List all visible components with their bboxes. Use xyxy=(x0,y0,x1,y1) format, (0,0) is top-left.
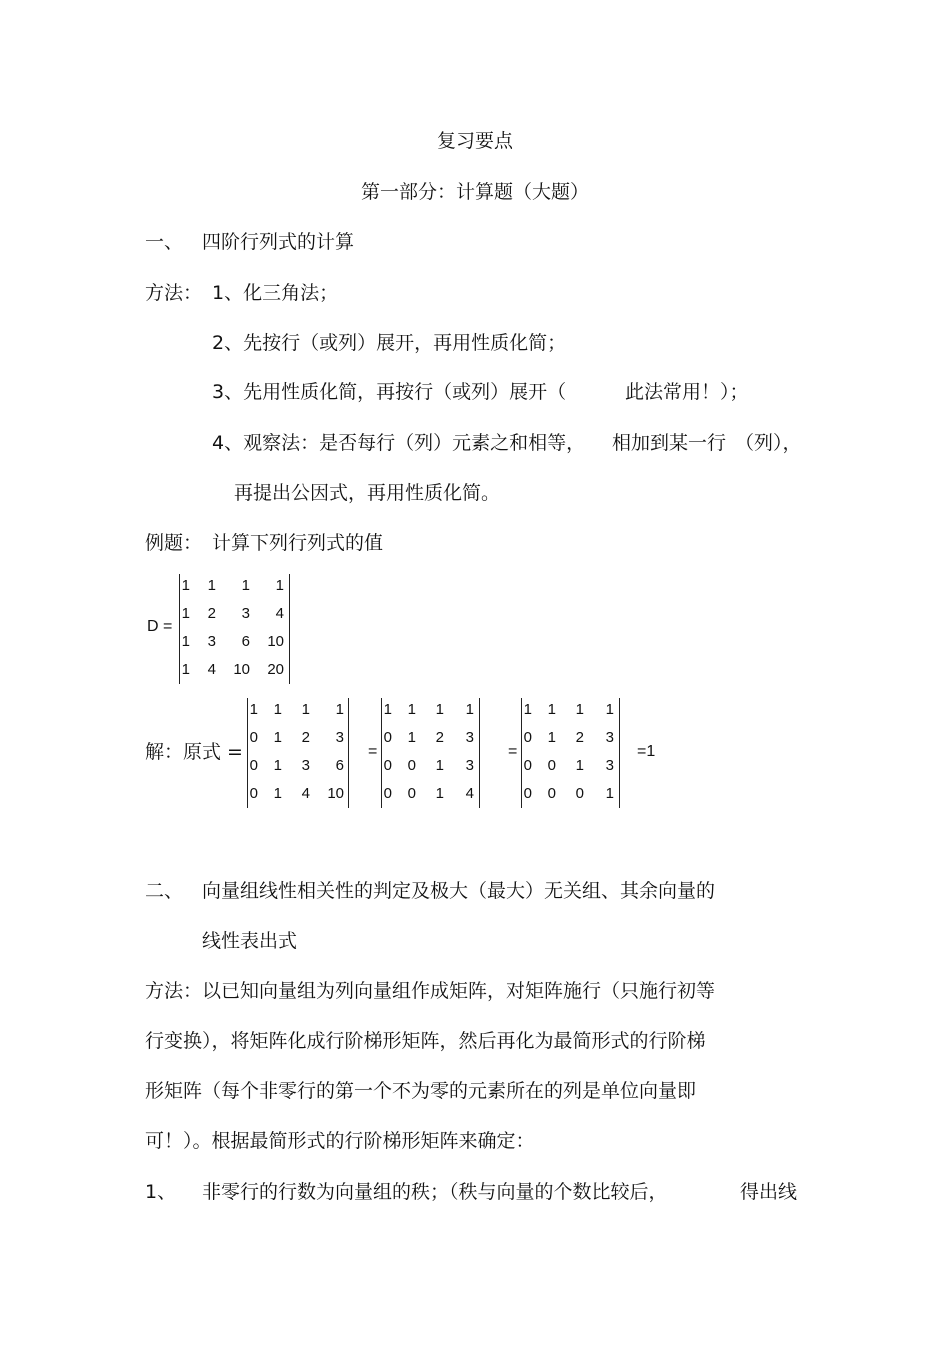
paragraph-line: 行变换），将矩阵化成行阶梯形矩阵，然后再化为最简形式的行阶梯 xyxy=(145,1030,706,1052)
matrix-cell: 0 xyxy=(523,729,532,746)
paragraph-line: 方法：以已知向量组为列向量组作成矩阵，对矩阵施行（只施行初等 xyxy=(145,980,716,1002)
matrix-cell: 1 xyxy=(207,577,216,594)
method-label: 方法： xyxy=(145,282,203,304)
section1-number: 一、 xyxy=(145,231,184,253)
matrix-cell: 0 xyxy=(547,785,556,802)
matrix-cell: 4 xyxy=(275,605,284,622)
matrix-cell: 1 xyxy=(273,701,282,718)
matrix-cell: 1 xyxy=(181,661,190,678)
matrix-cell: 0 xyxy=(407,785,416,802)
matrix-cell: 10 xyxy=(267,633,284,650)
matrix-cell: 1 xyxy=(407,729,416,746)
matrix-cell: 1 xyxy=(181,577,190,594)
part-heading: 第一部分：计算题（大题） xyxy=(360,181,589,203)
matrix-cell: 0 xyxy=(407,757,416,774)
matrix-cell: 1 xyxy=(575,701,584,718)
solution-label: 解：原式 = xyxy=(145,741,243,763)
section2-title-line2: 线性表出式 xyxy=(202,930,298,952)
matrix-cell: 2 xyxy=(575,729,584,746)
matrix-cell: 1 xyxy=(181,633,190,650)
matrix-cell: 6 xyxy=(335,757,344,774)
matrix-cell: 0 xyxy=(547,757,556,774)
matrix-cell: 3 xyxy=(241,605,250,622)
matrix-cell: 1 xyxy=(335,701,344,718)
page-title: 复习要点 xyxy=(436,130,513,152)
matrix-cell: 0 xyxy=(523,757,532,774)
method-4c: （列）， xyxy=(735,432,802,454)
method-4b: 相加到某一行 xyxy=(612,432,727,454)
equals-sign: = xyxy=(368,743,378,760)
section2-number: 二、 xyxy=(145,880,184,902)
method-2: 2、先按行（或列）展开，再用性质化简； xyxy=(212,332,567,354)
matrix-cell: 1 xyxy=(435,757,444,774)
matrix-cell: 20 xyxy=(267,661,284,678)
item1-text-end: 得出线 xyxy=(740,1181,798,1203)
matrix-cell: 1 xyxy=(605,701,614,718)
matrix-cell: 10 xyxy=(233,661,250,678)
matrix-cell: 1 xyxy=(435,785,444,802)
d-label: D = xyxy=(147,618,173,635)
matrix-cell: 3 xyxy=(465,729,474,746)
matrix-cell: 1 xyxy=(435,701,444,718)
matrix-cell: 1 xyxy=(273,785,282,802)
matrix-cell: 1 xyxy=(547,701,556,718)
method-1: 1、化三角法； xyxy=(212,282,339,304)
matrix-cell: 1 xyxy=(301,701,310,718)
paragraph-line: 形矩阵（每个非零行的第一个不为零的元素所在的列是单位向量即 xyxy=(145,1080,697,1102)
matrix-cell: 1 xyxy=(523,701,532,718)
matrix-cell: 1 xyxy=(407,701,416,718)
determinant-step3 xyxy=(521,698,620,808)
matrix-cell: 1 xyxy=(275,577,284,594)
determinant-step2 xyxy=(381,698,480,808)
matrix-cell: 1 xyxy=(249,701,258,718)
matrix-cell: 0 xyxy=(383,729,392,746)
result-value: =1 xyxy=(637,743,656,760)
matrix-cell: 4 xyxy=(207,661,216,678)
paragraph-line: 可！）。根据最简形式的行阶梯形矩阵来确定： xyxy=(145,1130,535,1152)
matrix-cell: 1 xyxy=(241,577,250,594)
matrix-cell: 6 xyxy=(241,633,250,650)
item1-text: 非零行的行数为向量组的秩；（秩与向量的个数比较后， xyxy=(202,1181,668,1203)
method-4a: 4、观察法：是否每行（列）元素之和相等， xyxy=(212,432,586,454)
matrix-cell: 0 xyxy=(523,785,532,802)
section1-title: 四阶行列式的计算 xyxy=(202,231,355,253)
matrix-cell: 1 xyxy=(547,729,556,746)
equals-sign: = xyxy=(508,743,518,760)
matrix-cell: 3 xyxy=(335,729,344,746)
matrix-cell: 2 xyxy=(207,605,216,622)
matrix-cell: 1 xyxy=(605,785,614,802)
item1-number: 1、 xyxy=(145,1181,177,1203)
matrix-cell: 1 xyxy=(181,605,190,622)
matrix-cell: 1 xyxy=(383,701,392,718)
example-text: 计算下列行列式的值 xyxy=(212,532,384,554)
matrix-cell: 0 xyxy=(249,757,258,774)
matrix-cell: 0 xyxy=(249,729,258,746)
method-4d: 再提出公因式，再用性质化简。 xyxy=(234,482,501,504)
matrix-cell: 0 xyxy=(383,785,392,802)
method-3a: 3、先用性质化简，再按行（或列）展开（ xyxy=(212,381,567,403)
matrix-cell: 3 xyxy=(465,757,474,774)
matrix-cell: 1 xyxy=(273,757,282,774)
matrix-cell: 4 xyxy=(465,785,474,802)
matrix-cell: 2 xyxy=(301,729,310,746)
determinant-step1 xyxy=(247,698,349,808)
matrix-cell: 1 xyxy=(575,757,584,774)
matrix-cell: 1 xyxy=(465,701,474,718)
section2-title-line1: 向量组线性相关性的判定及极大（最大）无关组、其余向量的 xyxy=(202,880,716,902)
matrix-cell: 3 xyxy=(605,729,614,746)
example-label: 例题： xyxy=(145,532,203,554)
matrix-cell: 0 xyxy=(383,757,392,774)
matrix-cell: 1 xyxy=(273,729,282,746)
determinant-d xyxy=(179,574,290,684)
matrix-cell: 0 xyxy=(575,785,584,802)
matrix-cell: 2 xyxy=(435,729,444,746)
matrix-cell: 3 xyxy=(605,757,614,774)
method-3b: 此法常用！）； xyxy=(625,381,749,403)
matrix-cell: 3 xyxy=(207,633,216,650)
matrix-cell: 0 xyxy=(249,785,258,802)
matrix-cell: 3 xyxy=(301,757,310,774)
matrix-cell: 4 xyxy=(301,785,310,802)
matrix-cell: 10 xyxy=(327,785,344,802)
